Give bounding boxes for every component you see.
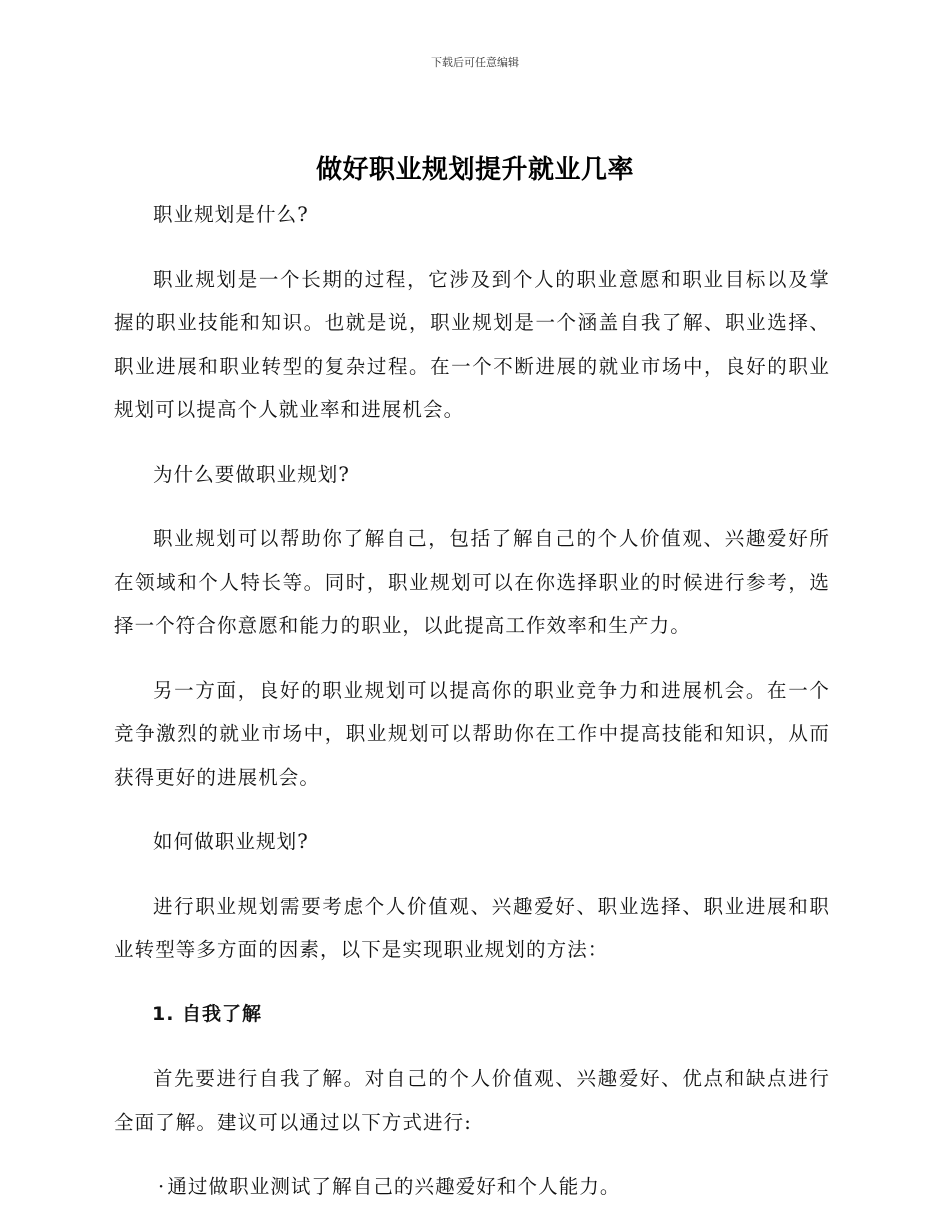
section-heading-self-understanding: 1. 自我了解 <box>152 1002 263 1025</box>
bullet-dot: · <box>158 1175 166 1198</box>
question-what-is-career-planning: 职业规划是什么? <box>153 203 309 226</box>
paragraph-methods-intro: 进行职业规划需要考虑个人价值观、兴趣爱好、职业选择、职业进展和职业转型等多方面的因素，以下是实现职业规划的方法： <box>114 894 830 961</box>
paragraph-self-knowledge: 职业规划可以帮助你了解自己，包括了解自己的个人价值观、兴趣爱好所在领域和个人特长等。同时，职业规划可以在你选择职业的时候进行参考，选择一个符合你意愿和能力的职业，以此提高工作效率和生产力。 <box>114 527 830 637</box>
bullet-text: 通过做职业测试了解自己的兴趣爱好和个人能力。 <box>167 1175 621 1198</box>
paragraph-competitiveness: 另一方面，良好的职业规划可以提高你的职业竞争力和进展机会。在一个竞争激烈的就业市场中，职业规划可以帮助你在工作中提高技能和知识，从而获得更好的进展机会。 <box>114 678 830 789</box>
bullet-item <box>114 1165 830 1209</box>
question-how-career-planning: 如何做职业规划? <box>153 830 309 853</box>
question-why-career-planning: 为什么要做职业规划? <box>153 462 350 486</box>
paragraph-definition: 职业规划是一个长期的过程，它涉及到个人的职业意愿和职业目标以及掌握的职业技能和知识。也就是说，职业规划是一个涵盖自我了解、职业选择、职业进展和职业转型的复杂过程。在一个不断进展的就业市场中，良好的职业规划可以提高个人就业率和进展机会。 <box>114 267 830 421</box>
header-note: 下载后可任意编辑 <box>431 56 519 69</box>
document-title: 做好职业规划提升就业几率 <box>315 155 634 185</box>
document-body <box>114 193 830 1209</box>
paragraph-self-understanding: 首先要进行自我了解。对自己的个人价值观、兴趣爱好、优点和缺点进行全面了解。建议可以通过以下方式进行: <box>114 1067 830 1134</box>
